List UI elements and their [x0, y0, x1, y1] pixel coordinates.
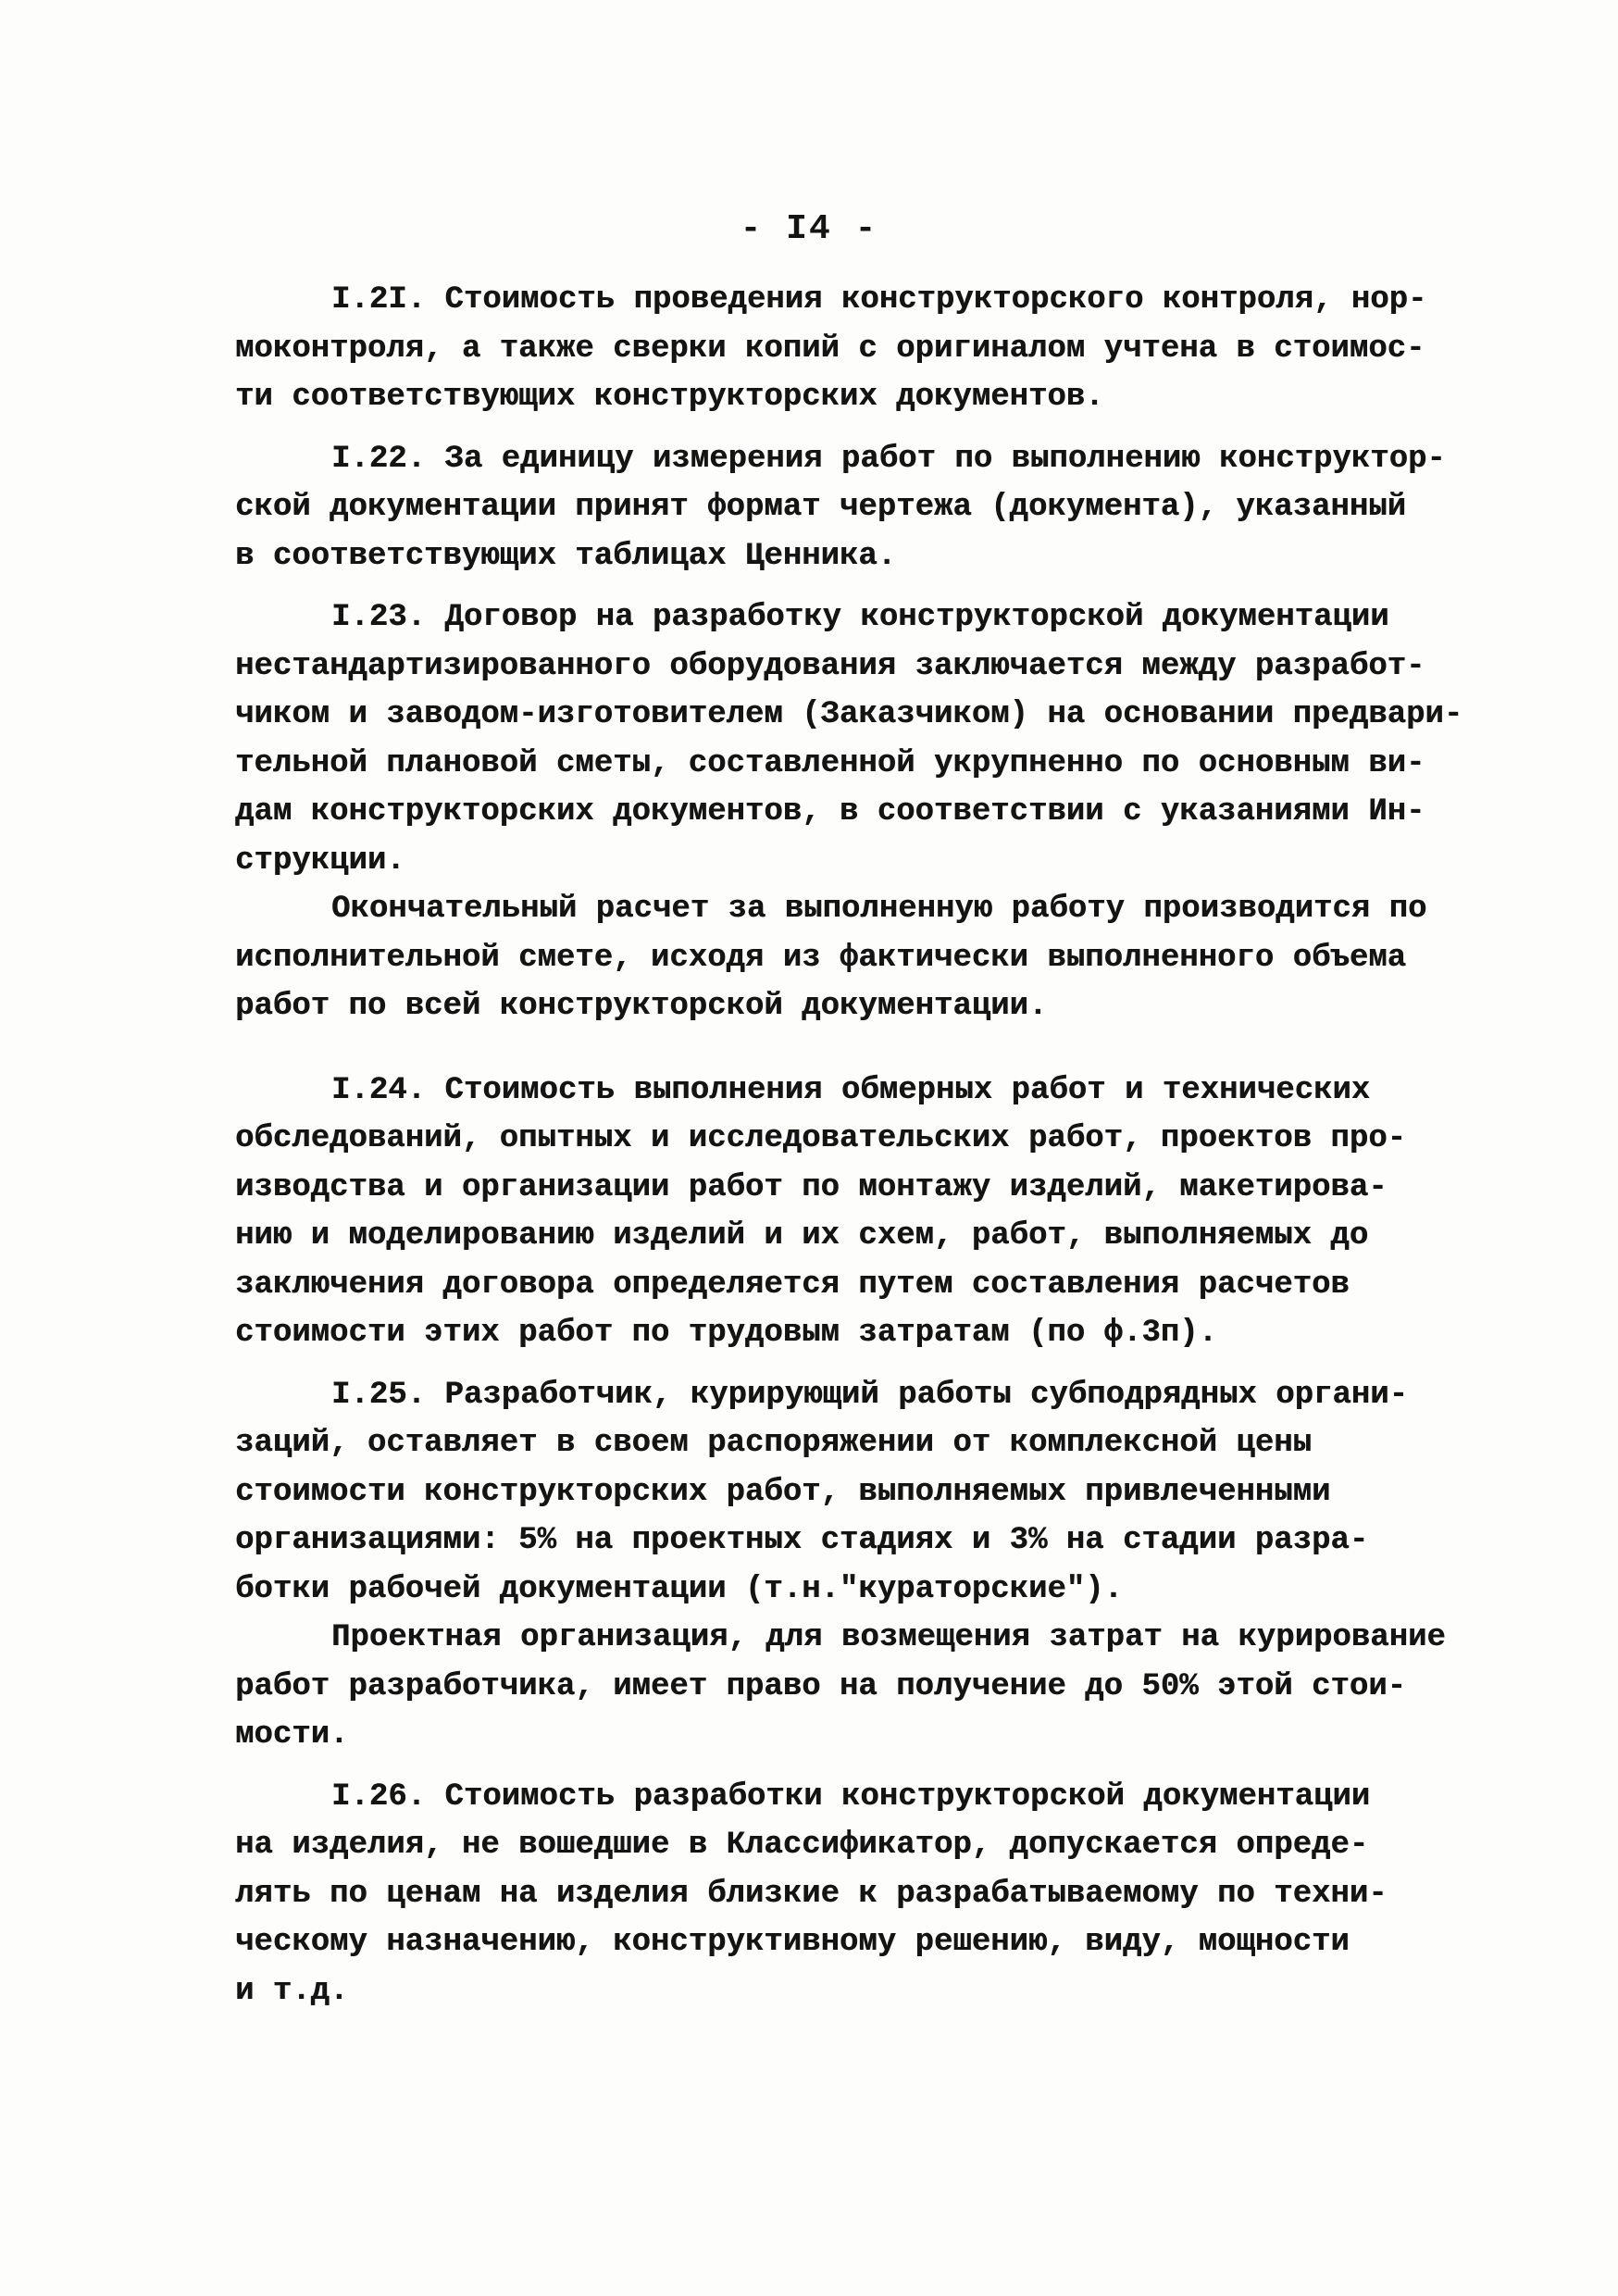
paragraph-1-26: [235, 1773, 1420, 2016]
paragraph-1-25-curation: [235, 1614, 1446, 1760]
paragraph-line: заключения договора определяется путем составления расчетов: [235, 1267, 1350, 1303]
paragraph-line: лять по ценам на изделия близкие к разрабатываемому по техни-: [235, 1876, 1388, 1912]
paragraph-line: работ разработчика, имеет право на получение до 50% этой стои-: [235, 1668, 1407, 1704]
paragraph-line: Окончательный расчет за выполненную работу производится по: [331, 892, 1427, 927]
paragraph-line: заций, оставляет в своем распоряжении от комплексной цены: [235, 1426, 1312, 1461]
paragraph-line: I.23. Договор на разработку конструкторской документации: [331, 600, 1389, 635]
paragraph-1-21: [235, 276, 1427, 422]
paragraph-1-23: [235, 593, 1463, 885]
paragraph-line: I.24. Стоимость выполнения обмерных работ и технических: [331, 1072, 1371, 1108]
paragraph-1-22: [235, 435, 1446, 581]
paragraph-line: ческому назначению, конструктивному решению, виду, мощности: [235, 1925, 1350, 1960]
document-body: [235, 276, 1463, 2015]
paragraph-line: I.2I. Стоимость проведения конструкторского контроля, нор-: [331, 282, 1427, 318]
paragraph-line: в соответствующих таблицах Ценника.: [235, 538, 897, 574]
paragraph-line: стоимости этих работ по трудовым затратам (по ф.3п).: [235, 1316, 1217, 1351]
paragraph-line: исполнительной смете, исходя из фактически выполненного объема: [235, 940, 1407, 976]
paragraph-line: ти соответствующих конструкторских документов.: [235, 380, 1104, 415]
paragraph-line: струкции.: [235, 842, 405, 879]
page-number: - I4 -: [740, 209, 878, 249]
paragraph-line: I.26. Стоимость разработки конструкторской документации: [331, 1778, 1371, 1815]
paragraph-line: стоимости конструкторских работ, выполняемых привлеченными: [235, 1474, 1331, 1510]
paragraph-line: изводства и организации работ по монтажу изделий, макетирова-: [235, 1169, 1388, 1205]
paragraph-line: нестандартизированного оборудования заключается между разработ-: [235, 648, 1425, 684]
paragraph-line: ской документации принят формат чертежа (документа), указанный: [235, 490, 1407, 525]
paragraph-line: обследований, опытных и исследовательских работ, проектов про-: [235, 1121, 1407, 1156]
paragraph-1-24: [235, 1067, 1420, 1358]
paragraph-line: работ по всей конструкторской документации.: [235, 989, 1048, 1024]
paragraph-line: и т.д.: [235, 1973, 349, 2009]
paragraph-1-25: [235, 1371, 1420, 1615]
paragraph-line: Проектная организация, для возмещения затрат на курирование: [331, 1620, 1446, 1655]
paragraph-line: дам конструкторских документов, в соответствии с указаниями Ин-: [235, 794, 1425, 830]
paragraph-line: I.25. Разработчик, курирующий работы субподрядных органи-: [331, 1377, 1408, 1413]
paragraph-line: нию и моделированию изделий и их схем, работ, выполняемых до: [235, 1218, 1369, 1254]
paragraph-1-23-final-settlement: [235, 885, 1427, 1031]
paragraph-line: ботки рабочей документации (т.н."кураторские").: [235, 1571, 1123, 1607]
paragraph-line: I.22. За единицу измерения работ по выполнению конструктор-: [331, 441, 1446, 477]
paragraph-line: на изделия, не вошедшие в Классификатор, допускается опреде-: [235, 1828, 1369, 1863]
paragraph-line: моконтроля, а также сверки копий с оригиналом учтена в стоимос-: [235, 331, 1425, 367]
paragraph-line: организациями: 5% на проектных стадиях и 3% на стадии разра-: [235, 1523, 1369, 1558]
paragraph-line: мости.: [235, 1717, 349, 1753]
paragraph-line: чиком и заводом-изготовителем (Заказчиком) на основании предвари-: [235, 697, 1463, 732]
paragraph-line: тельной плановой сметы, составленной укрупненно по основным ви-: [235, 745, 1425, 781]
